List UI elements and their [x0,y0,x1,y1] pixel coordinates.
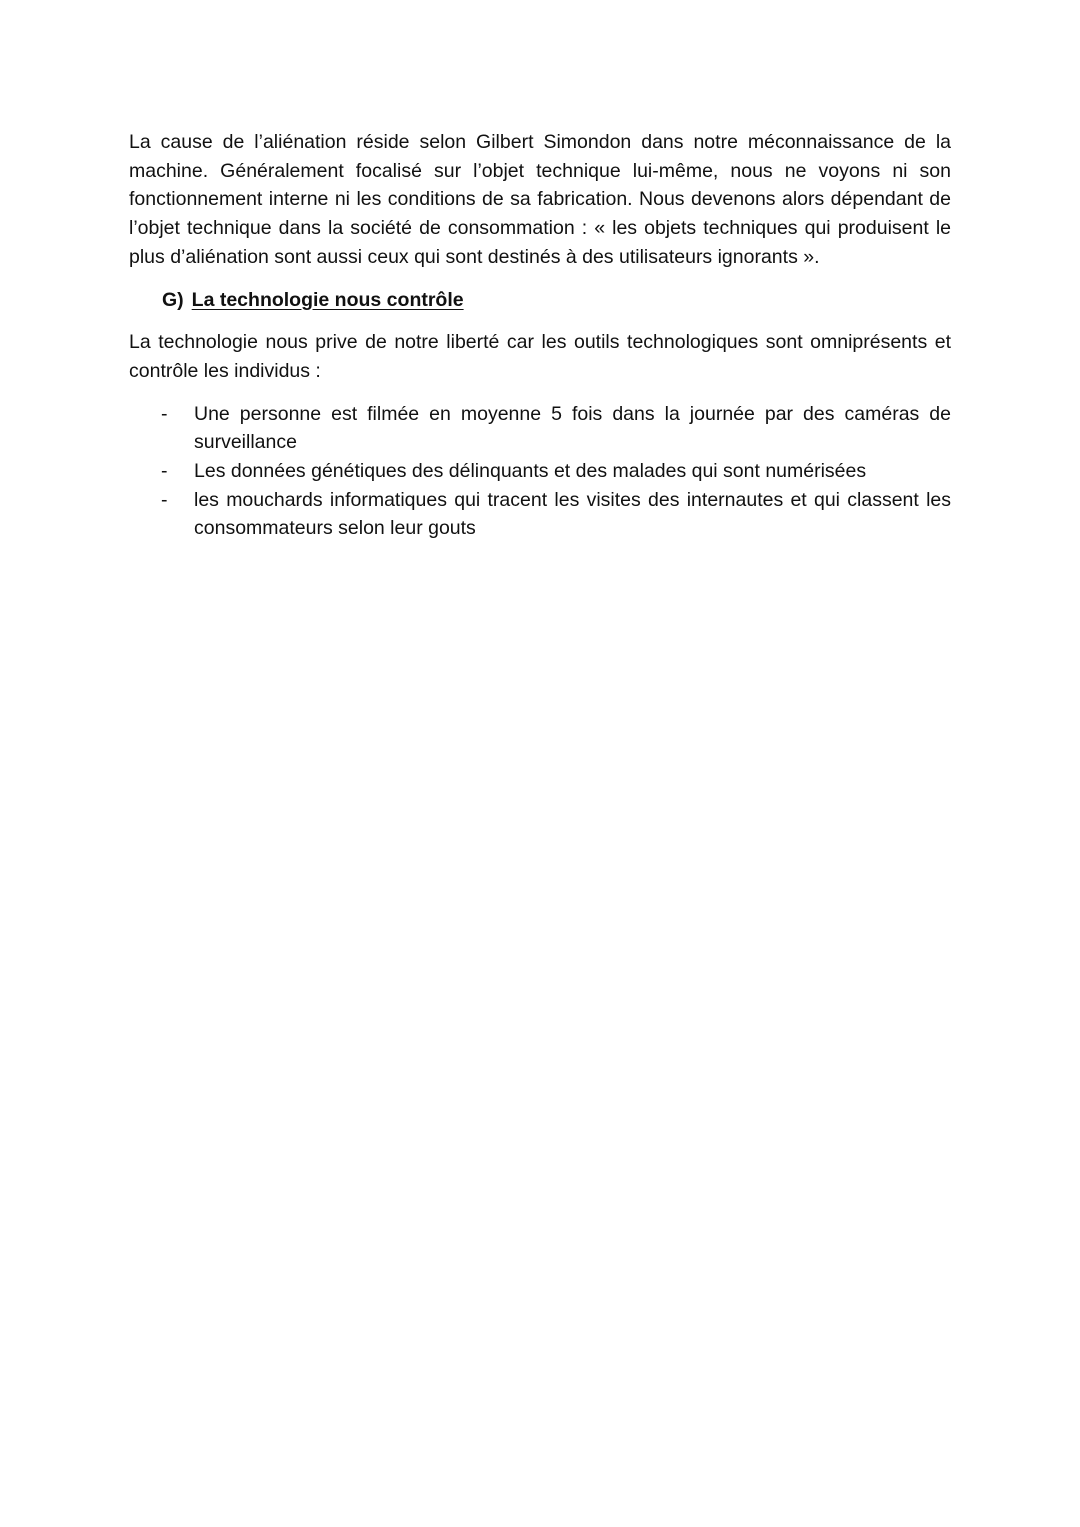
section-number: G) [162,288,184,311]
bullet-dash: - [161,402,168,425]
bullet-dash: - [161,488,168,511]
intro-paragraph: La cause de l’aliénation réside selon Gilbert Simondon dans notre méconnaissance de la machine. Généralement focalisé sur l’objet technique lui-même, nous ne voyons ni son fonctionnement interne ni les conditions de sa fabrication. Nous devenons alors dépendant de l’objet technique dans la société de consommation : « les objets techniques qui produisent le plus d’aliénation sont aussi ceux qui sont destinés à des utilisateurs ignorants ». [129,131,951,268]
page-content [129,128,951,543]
list-item [129,457,951,486]
section-paragraph: La technologie nous prive de notre liberté car les outils technologiques sont omniprésents et contrôle les individus : [129,331,951,382]
list-item-text: Une personne est filmée en moyenne 5 fois dans la journée par des caméras de surveillance [194,402,951,454]
list-item-text: les mouchards informatiques qui tracent les visites des internautes et qui classent les consommateurs selon leur gouts [194,488,951,540]
list-item-text: Les données génétiques des délinquants et des malades qui sont numérisées [194,460,867,483]
section-title: La technologie nous contrôle [191,288,464,311]
bullet-list [129,400,951,544]
list-item [129,486,951,543]
list-item [129,400,951,457]
section-heading [129,286,951,315]
bullet-dash: - [161,460,168,483]
